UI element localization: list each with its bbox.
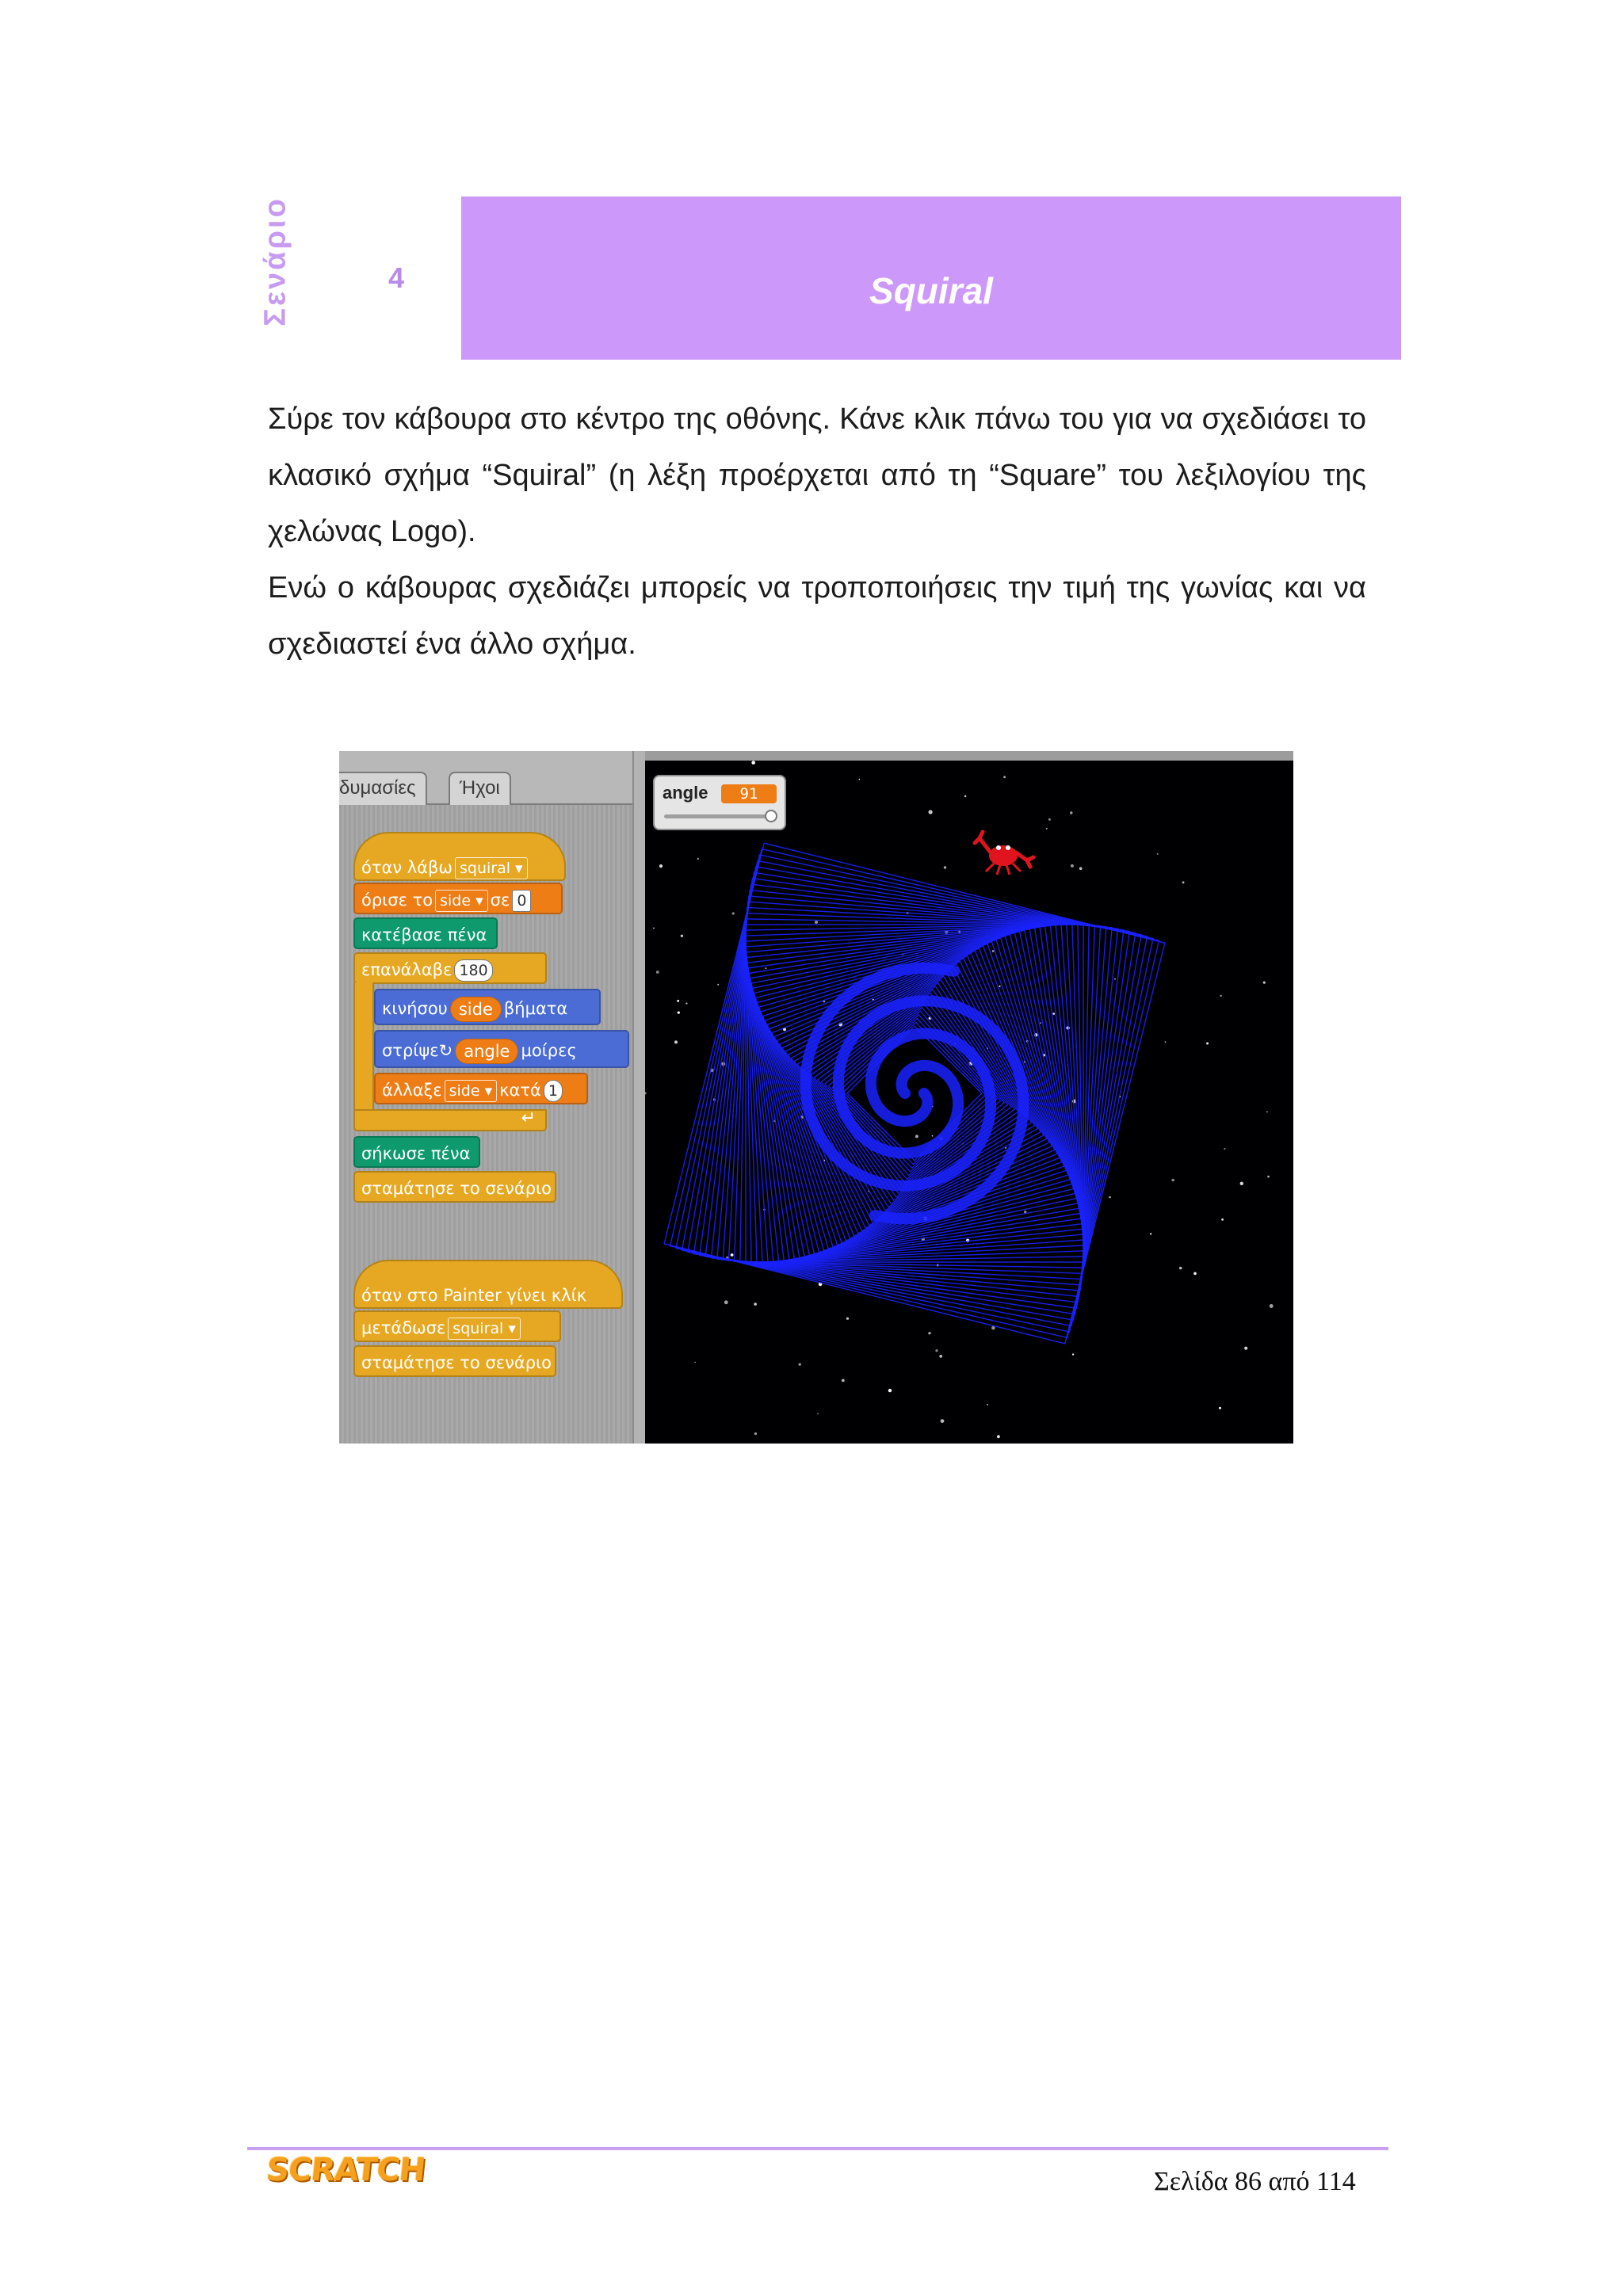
repeat-bottom [353,1109,547,1131]
star [1046,828,1048,830]
page-number: Σελίδα 86 από 114 [1154,2167,1356,2196]
scenario-label-text: Σενάριο [258,196,292,326]
star [754,1432,757,1435]
stage[interactable] [645,761,1293,1444]
repeat-count-input[interactable]: 180 [454,959,492,982]
star [659,864,663,868]
slider-label: angle [663,783,708,803]
squiral-square [840,1019,990,1169]
star [1070,811,1072,814]
star [815,921,818,924]
title-band [461,196,1401,360]
squiral-square [821,1000,1007,1186]
star [754,1302,757,1306]
squiral-square [676,855,1153,1332]
squiral-square [693,872,1135,1314]
star [1079,867,1083,870]
star [653,928,655,929]
dropdown-value: squiral [453,1320,504,1337]
star [1114,978,1116,980]
value-input[interactable]: 0 [512,890,531,912]
page-title: Squiral [869,270,993,311]
block-label: επανάλαβε [361,960,453,979]
block-label: μετάδωσε [361,1318,446,1337]
pen-down-block[interactable]: κατέβασε πένα [353,917,498,949]
dropdown-value: side [440,892,472,910]
change-variable-block[interactable] [374,1073,588,1104]
star [694,1362,696,1363]
message-dropdown[interactable]: squiral ▾ [455,857,528,879]
move-block[interactable] [374,989,601,1025]
star [817,1413,819,1415]
star [941,1419,945,1423]
rotate-clockwise-icon: ↻ [438,1041,453,1060]
star [678,1012,680,1014]
paragraph-2: Ενώ ο κάβουρας σχεδιάζει μπορείς να τροποποιήσεις την τιμή της γωνίας και να σχεδιαστεί ένα άλλο σχήμα. [268,571,1366,661]
star [645,1092,647,1094]
dropdown-value: side [449,1082,480,1100]
tab-costumes[interactable]: δυμασίες [339,772,427,805]
star [859,779,861,780]
star [1157,853,1159,855]
message-dropdown[interactable]: squiral ▾ [448,1318,521,1340]
star [1220,995,1221,997]
star [1267,1176,1270,1178]
repeat-block[interactable] [353,952,547,984]
set-variable-block[interactable] [353,883,563,914]
stage-drawing [645,761,1293,1444]
tab-sounds[interactable]: Ήχοι [449,772,511,805]
star [1182,881,1185,883]
star [987,1404,988,1405]
star [997,1435,1000,1438]
star [932,1135,934,1137]
star [766,967,767,969]
star [1040,1022,1041,1024]
slider-thumb[interactable] [765,810,777,822]
footer-rule [247,2147,1388,2150]
star [799,1363,801,1366]
scripts-area [339,805,632,1444]
variable-dropdown[interactable]: side ▾ [445,1080,498,1102]
block-label: μοίρες [521,1041,577,1060]
block-label: σε [490,891,510,910]
star [1179,1267,1182,1269]
star [1165,1041,1167,1043]
repeat-arm [353,982,374,1123]
star [1266,1112,1268,1113]
star [1071,864,1074,868]
star [999,986,1000,987]
star [992,950,995,952]
star [846,1318,849,1320]
change-value-input[interactable]: 1 [544,1080,563,1102]
block-label: βήματα [503,999,568,1018]
star [1005,1147,1006,1149]
stop-script-block[interactable]: σταμάτησε το σενάριο [353,1171,556,1203]
star [928,1332,930,1334]
star [964,795,967,798]
angle-reporter[interactable]: angle [455,1039,518,1064]
star [915,1135,918,1138]
side-reporter[interactable]: side [450,997,502,1022]
star [1048,818,1051,821]
star [732,912,735,914]
star [731,1253,734,1257]
star [656,971,659,974]
star [888,1389,892,1392]
star [1224,1148,1225,1150]
squiral-square [700,879,1130,1309]
block-label: κατά [499,1081,541,1100]
star [717,984,719,986]
block-label: όρισε το [361,891,433,910]
star [944,866,946,868]
star [939,1355,942,1358]
scripts-pane [339,751,632,1444]
angle-slider-monitor [653,775,786,830]
squiral-square [664,843,1165,1344]
star [1003,776,1006,778]
scratch-screenshot [339,751,1293,1444]
squiral-square [774,953,1055,1234]
variable-dropdown[interactable]: side ▾ [435,890,488,912]
star [1219,1407,1221,1409]
star [751,761,755,765]
stop-script-block-2[interactable]: σταμάτησε το σενάριο [353,1345,556,1377]
scratch-logo: SCRATCH [264,2152,427,2188]
star [935,1349,938,1352]
star [1270,1304,1274,1308]
star [697,858,699,860]
star [929,810,933,814]
star [1072,1353,1074,1355]
star [991,1326,995,1330]
block-label: άλλαξε [382,1081,442,1100]
block-label: κινήσου [382,999,448,1018]
star [1150,1233,1151,1234]
crab-icon [975,832,1033,875]
slider-track[interactable] [664,814,777,818]
star [1263,982,1266,984]
star [677,1000,679,1002]
block-label: στρίψε [382,1041,439,1060]
when-sprite-clicked-block[interactable]: όταν στο Painter γίνει κλίκ [353,1260,623,1309]
star [1240,1182,1243,1185]
pane-separator[interactable] [632,751,645,1444]
block-label: όταν λάβω [361,858,453,877]
when-receive-block[interactable] [353,832,566,881]
broadcast-block[interactable] [353,1310,561,1342]
star [1171,1179,1174,1182]
star [1193,1272,1197,1276]
instructions-text [268,391,1366,673]
squiral-square [747,926,1082,1261]
star [1221,1219,1224,1221]
squiral-square [747,925,1082,1261]
loop-arrow-icon: ↵ [521,1108,536,1127]
star [685,1002,687,1004]
dropdown-value: squiral [460,860,511,877]
pen-up-block[interactable]: σήκωσε πένα [353,1136,480,1168]
star [674,1040,678,1043]
star [1206,1043,1209,1045]
squiral-square [717,896,1112,1291]
star [724,1300,728,1304]
star [1244,1347,1247,1350]
turn-block[interactable] [374,1030,629,1068]
scenario-vertical-label [252,198,300,325]
star [681,935,683,937]
star [1109,1196,1111,1199]
scenario-number: 4 [388,261,405,294]
star [1052,1013,1055,1015]
squiral-drawing [664,843,1165,1344]
tabs-bar [339,751,632,805]
paragraph-1: Σύρε τον κάβουρα στο κέντρο της οθόνης. Κάνε κλικ πάνω του για να σχεδιάσει το κλασικό σχήμα “Squiral” (η λέξη προέρχεται από τη “Square” του λεξιλογίου της χελώνας Logo). [268,402,1366,548]
slider-value: 91 [721,784,777,803]
star [842,1379,845,1383]
